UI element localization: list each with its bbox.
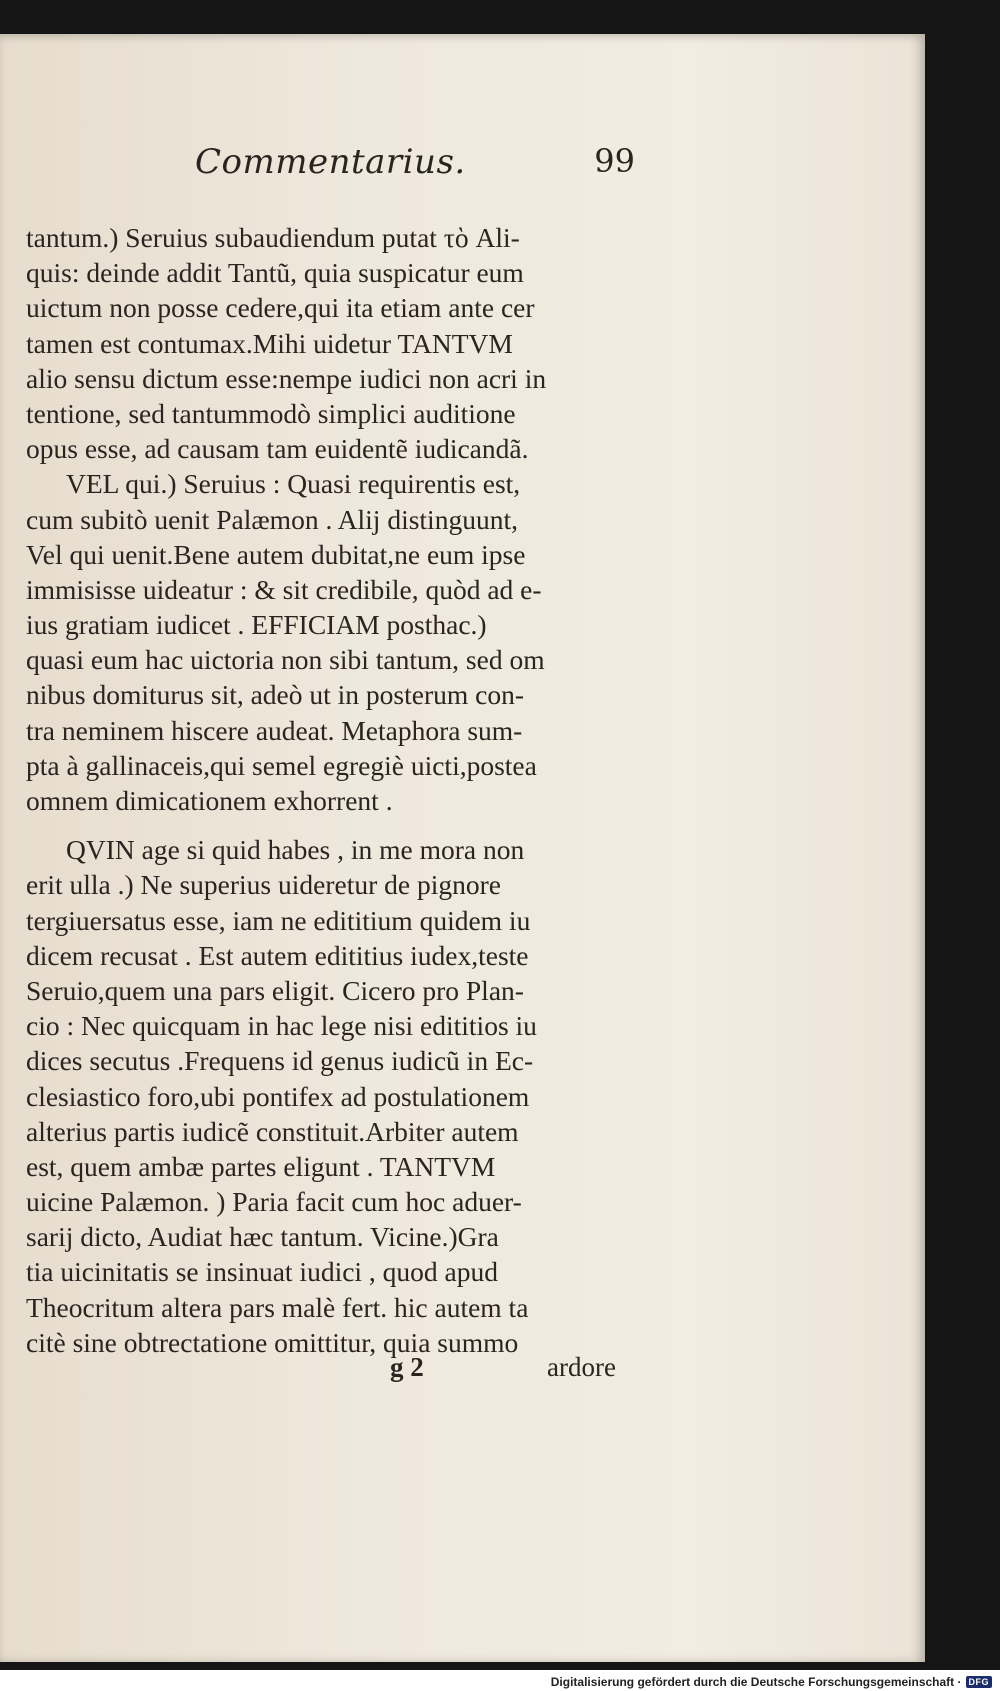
- text-line: Vel qui uenit.Bene autem dubitat,ne eum ipse: [26, 538, 526, 570]
- text-line: citè sine obtrectatione omittitur, quia summo: [26, 1326, 519, 1358]
- dfg-logo-icon: DFG: [966, 1676, 993, 1688]
- text-line: tia uicinitatis se insinuat iudici , quod apud: [26, 1256, 499, 1288]
- digitization-credit: [551, 1675, 992, 1689]
- running-head: Commentarius.: [195, 142, 466, 182]
- text-line: tantum.) Seruius subaudiendum putat τὸ Ali-: [26, 222, 520, 253]
- text-line: uictum non posse cedere,qui ita etiam ante cer: [26, 292, 535, 324]
- text-line: alterius partis iudicẽ constituit.Arbiter autem: [26, 1115, 519, 1147]
- text-line: quasi eum hac uictoria non sibi tantum, sed om: [26, 644, 545, 676]
- text-line: alio sensu dictum esse:nempe iudici non acri in: [26, 362, 547, 394]
- text-line: QVIN age si quid habes , in me mora non: [66, 834, 525, 866]
- text-line: nibus domiturus sit, adeò ut in posterum con-: [26, 679, 525, 711]
- page-header: [195, 142, 635, 198]
- text-line: quis: deinde addit Tantũ, quia suspicatur eum: [26, 257, 524, 289]
- text-line: sarij dicto, Audiat hæc tantum. Vicine.)Gra: [26, 1221, 499, 1253]
- text-line: ius gratiam iudicet . EFFICIAM posthac.): [26, 609, 487, 641]
- text-line: tentione, sed tantummodò simplici auditione: [26, 397, 516, 429]
- text-line: est, quem ambæ partes eligunt . TANTVM: [26, 1150, 496, 1182]
- text-line: Seruio,quem una pars eligit. Cicero pro Plan-: [26, 974, 524, 1006]
- text-line: uicine Palæmon. ) Paria facit cum hoc aduer-: [26, 1186, 522, 1218]
- paragraph-gap: [26, 818, 626, 832]
- text-line: tra neminem hiscere audeat. Metaphora sum-: [26, 714, 523, 746]
- text-line: dicem recusat . Est autem edititius iudex,teste: [26, 939, 529, 971]
- book-page: [0, 34, 925, 1662]
- text-line: tamen est contumax.Mihi uidetur TANTVM: [26, 327, 513, 359]
- text-line: clesiastico foro,ubi pontifex ad postulationem: [26, 1080, 530, 1112]
- body-text: [26, 220, 626, 1360]
- page-footer: [390, 1352, 630, 1388]
- catchword: ardore: [547, 1352, 616, 1382]
- text-line: dices secutus .Frequens id genus iudicũ in Ec-: [26, 1045, 534, 1077]
- credit-text: Digitalisierung gefördert durch die Deutsche Forschungsgemeinschaft ·: [550, 1675, 962, 1689]
- text-line: tergiuersatus esse, iam ne edititium quidem iu: [26, 904, 531, 936]
- text-line: Theocritum altera pars malè fert. hic autem ta: [26, 1291, 529, 1323]
- text-line: VEL qui.) Seruius : Quasi requirentis est,: [66, 468, 521, 500]
- text-line: erit ulla .) Ne superius uideretur de pignore: [26, 869, 501, 901]
- text-line: opus esse, ad causam tam euidentẽ iudicandã.: [26, 433, 529, 465]
- page-number: 99: [594, 142, 635, 180]
- text-line: omnem dimicationem exhorrent .: [26, 785, 393, 816]
- signature-mark: g 2: [390, 1352, 424, 1382]
- text-line: cum subitò uenit Palæmon . Alij distinguunt,: [26, 503, 518, 535]
- text-line: pta à gallinaceis,qui semel egregiè uicti,postea: [26, 749, 537, 781]
- text-line: immisisse uideatur : & sit credibile, quòd ad e-: [26, 573, 542, 605]
- text-line: cio : Nec quicquam in hac lege nisi edititios iu: [26, 1010, 537, 1042]
